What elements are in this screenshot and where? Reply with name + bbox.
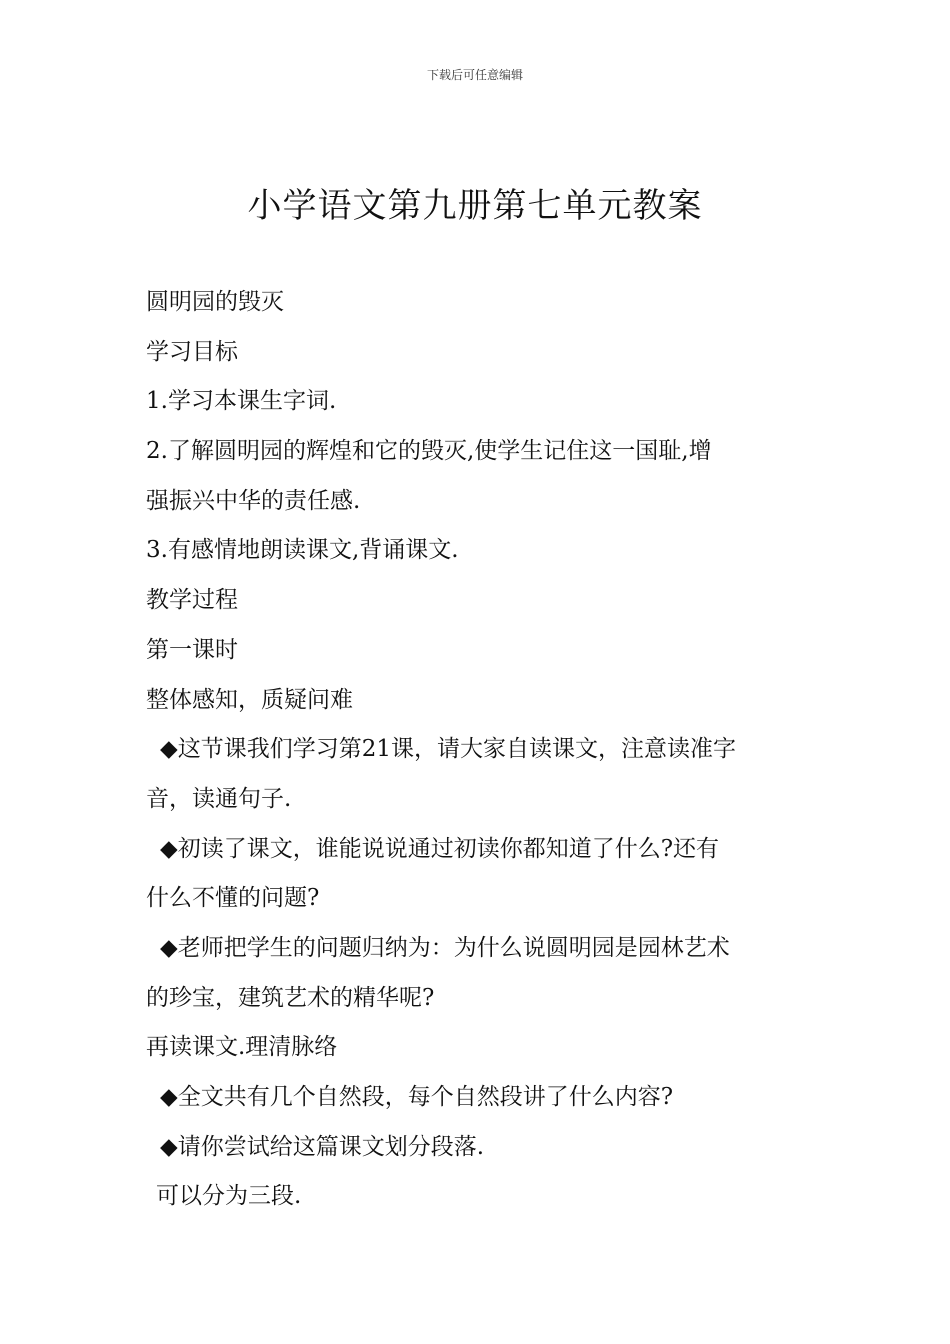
objective-item: 1.学习本课生字词. <box>146 388 337 415</box>
lesson-title: 圆明园的毁灭 <box>146 289 284 315</box>
subsection-heading: 整体感知，质疑问难 <box>146 686 353 713</box>
objective-item-continued: 强振兴中华的责任感. <box>146 487 361 514</box>
objective-item: 2.了解圆明园的辉煌和它的毁灭,使学生记住这一国耻,增 <box>146 438 712 465</box>
bullet-item-continued: 音，读通句子. <box>146 785 292 812</box>
bullet-item: ◆请你尝试给这篇课文划分段落. <box>160 1133 484 1160</box>
subsection-heading: 再读课文.理清脉络 <box>146 1034 338 1061</box>
bullet-item: ◆这节课我们学习第21课，请大家自读课文，注意读准字 <box>160 736 736 763</box>
document-title: 小学语文第九册第七单元教案 <box>247 186 703 226</box>
header-note: 下载后可任意编辑 <box>426 68 523 82</box>
bullet-item: ◆老师把学生的问题归纳为：为什么说圆明园是园林艺术 <box>160 934 730 961</box>
paragraph-text: 可以分为三段. <box>156 1183 302 1210</box>
bullet-item: ◆全文共有几个自然段，每个自然段讲了什么内容? <box>160 1084 674 1110</box>
bullet-item: ◆初读了课文，谁能说说通过初读你都知道了什么?还有 <box>160 835 720 862</box>
section-heading-objectives: 学习目标 <box>146 338 238 365</box>
document-body <box>146 278 810 1222</box>
objective-item: 3.有感情地朗读课文,背诵课文. <box>146 537 459 564</box>
section-heading-process: 教学过程 <box>146 587 238 614</box>
lesson-period: 第一课时 <box>146 636 238 663</box>
bullet-item-continued: 的珍宝，建筑艺术的精华呢? <box>146 984 435 1011</box>
bullet-item-continued: 什么不懂的问题? <box>146 885 320 912</box>
